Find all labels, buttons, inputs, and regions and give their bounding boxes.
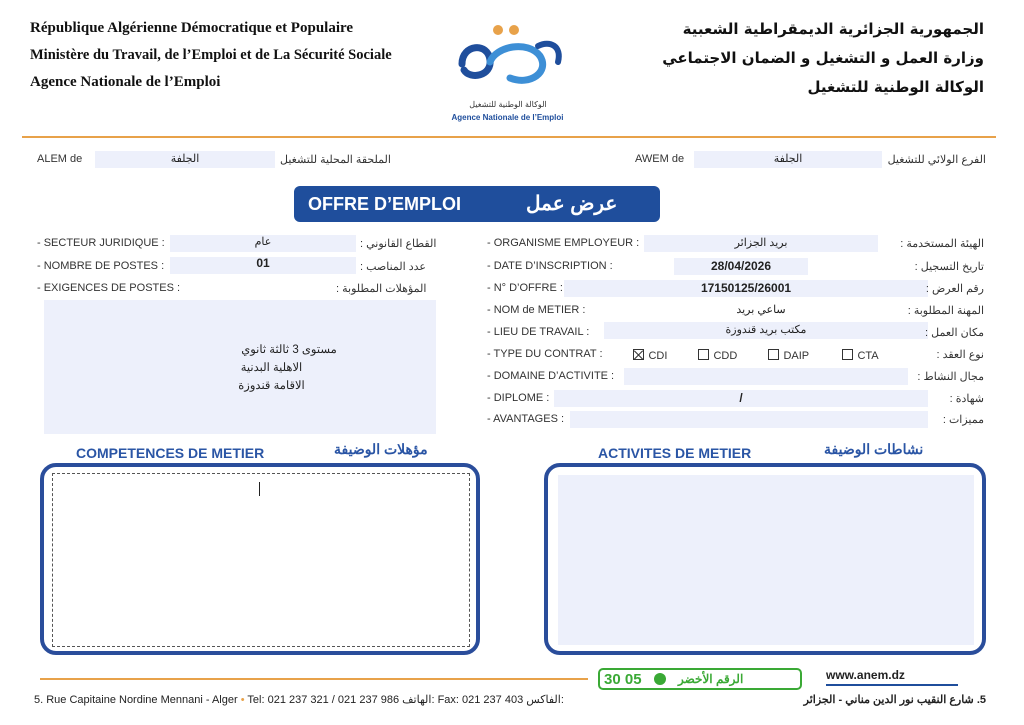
fax-ar: الفاكس: xyxy=(526,694,564,706)
activites-title-ar: نشاطات الوضيفة xyxy=(824,441,924,457)
header-divider xyxy=(22,136,996,138)
postes-value: 01 xyxy=(256,256,270,270)
date-value: 28/04/2026 xyxy=(710,259,772,273)
awem-field[interactable] xyxy=(694,151,882,168)
alem-field[interactable] xyxy=(95,151,275,168)
website[interactable]: www.anem.dz xyxy=(826,668,905,682)
diplome-label: - DIPLOME : xyxy=(487,392,550,404)
metier-field[interactable] xyxy=(594,302,928,319)
lieu-label: - LIEU DE TRAVAIL : xyxy=(487,326,590,338)
competences-panel xyxy=(40,463,480,655)
metier-label-ar: المهنة المطلوبة : xyxy=(907,305,984,317)
awem-label: AWEM de xyxy=(635,153,685,165)
header-ar-line2: وزارة العمل و التشغيل و الضمان الاجتماعي xyxy=(662,49,984,67)
phone-ar: الهاتف: xyxy=(402,694,435,706)
secteur-label-ar: القطاع القانوني : xyxy=(360,238,437,250)
competences-title-ar: مؤهلات الوضيفة xyxy=(334,441,428,457)
header-fr-line1: République Algérienne Démocratique et Populaire xyxy=(30,20,354,36)
domaine-field[interactable] xyxy=(624,368,908,385)
alem-label-ar: الملحقة المحلية للتشغيل xyxy=(280,154,391,166)
title-ar: عرض عمل xyxy=(526,193,618,215)
competences-title-fr: COMPETENCES DE METIER xyxy=(76,445,265,461)
header-fr-line3: Agence Nationale de l’Emploi xyxy=(30,74,221,90)
address-fr: 5. Rue Capitaine Nordine Mennani - Alger xyxy=(34,694,238,706)
cdd-checkbox[interactable] xyxy=(698,349,709,360)
activites-input[interactable] xyxy=(558,475,974,645)
contrat-option-daip[interactable] xyxy=(768,346,809,364)
secteur-field[interactable] xyxy=(170,235,356,252)
avantages-field[interactable] xyxy=(570,411,928,428)
header-fr-line2: Ministère du Travail, de l’Emploi et de La Sécurité Sociale xyxy=(30,47,392,63)
contrat-option-cdd[interactable] xyxy=(698,346,737,364)
logo-arabic-text: الوكالة الوطنية للتشغيل xyxy=(469,100,547,109)
exigences-line-3: الاقامة قندوزة xyxy=(238,380,305,392)
competences-input[interactable] xyxy=(52,473,470,647)
offre-value: 17150125/26001 xyxy=(700,281,792,295)
offre-label: - N° D’OFFRE : xyxy=(487,282,563,294)
organisme-value: بريد الجزائر xyxy=(734,237,788,249)
diplome-value: / xyxy=(739,391,743,405)
alem-value: الجلفة xyxy=(170,153,200,165)
awem-value: الجلفة xyxy=(773,153,803,165)
domaine-label: - DOMAINE D’ACTIVITE : xyxy=(487,370,615,382)
green-number-label: الرقم الأخضر xyxy=(678,672,744,686)
footer-divider-left xyxy=(40,678,588,680)
anem-logo xyxy=(440,16,575,128)
green-number: 30 05 xyxy=(604,671,642,688)
website-underline xyxy=(826,684,958,686)
metier-label: - NOM de METIER : xyxy=(487,304,586,316)
title-bar xyxy=(294,186,660,222)
fax-fr: Fax: 021 237 403 xyxy=(437,694,524,706)
offre-field[interactable] xyxy=(564,280,928,297)
awem-label-ar: الفرع الولائي للتشغيل xyxy=(887,154,986,166)
postes-label: - NOMBRE DE POSTES : xyxy=(37,260,165,272)
tel-fr: Tel: 021 237 321 / 021 237 986 xyxy=(247,694,400,706)
avantages-label: - AVANTAGES : xyxy=(487,413,565,425)
cta-checkbox[interactable] xyxy=(842,349,853,360)
phone-icon xyxy=(654,673,666,685)
avantages-label-ar: مميزات : xyxy=(942,414,984,426)
activites-panel xyxy=(544,463,986,655)
secteur-label: - SECTEUR JURIDIQUE : xyxy=(37,237,165,249)
text-cursor xyxy=(259,482,260,496)
diplome-field[interactable] xyxy=(554,390,928,407)
metier-value: ساعي بريد xyxy=(736,304,786,316)
title-fr: OFFRE D’EMPLOI xyxy=(308,194,461,214)
separator-dot: • xyxy=(240,694,245,706)
date-label: - DATE D’INSCRIPTION : xyxy=(487,260,613,272)
organisme-label-ar: الهيئة المستخدمة : xyxy=(900,238,984,250)
exigences-label: - EXIGENCES DE POSTES : xyxy=(37,282,181,294)
footer-address-ar: 5. شارع النقيب نور الدين مناني - الجزائر xyxy=(803,694,986,706)
organisme-field[interactable] xyxy=(644,235,878,252)
exigences-line-2: الاهلية البدنية xyxy=(240,362,303,374)
domaine-label-ar: مجال النشاط : xyxy=(917,371,984,383)
logo-french-text: Agence Nationale de l’Emploi xyxy=(451,113,564,122)
date-label-ar: تاريخ التسجيل : xyxy=(914,261,984,273)
cta-label: CTA xyxy=(857,350,879,362)
green-number-badge xyxy=(598,668,802,690)
postes-label-ar: عدد المناصب : xyxy=(360,261,426,273)
anem-logo-mark xyxy=(440,16,575,96)
cdi-checkbox[interactable] xyxy=(633,349,644,360)
contrat-label: - TYPE DU CONTRAT : xyxy=(487,348,603,360)
offre-label-ar: رقم العرض : xyxy=(925,283,984,295)
exigences-line-1: مستوى 3 ثالثة ثانوي xyxy=(241,344,337,356)
contrat-option-cdi[interactable] xyxy=(633,346,667,364)
cdd-label: CDD xyxy=(713,350,738,362)
organisme-label: - ORGANISME EMPLOYEUR : xyxy=(487,237,640,249)
date-field[interactable] xyxy=(674,258,808,275)
activites-title-fr: ACTIVITES DE METIER xyxy=(598,445,752,461)
exigences-box[interactable] xyxy=(44,300,436,434)
postes-field[interactable] xyxy=(170,257,356,274)
alem-label: ALEM de xyxy=(37,153,83,165)
cdi-label: CDI xyxy=(648,350,668,362)
secteur-value: عام xyxy=(254,236,272,248)
header-ar-line3: الوكالة الوطنية للتشغيل xyxy=(807,78,984,96)
contrat-option-cta[interactable] xyxy=(842,346,879,364)
contrat-label-ar: نوع العقد : xyxy=(936,349,984,361)
lieu-field[interactable] xyxy=(604,322,928,339)
lieu-label-ar: مكان العمل : xyxy=(925,327,984,339)
daip-label: DAIP xyxy=(783,350,810,362)
header-ar-line1: الجمهورية الجزائرية الديمقراطية الشعبية xyxy=(682,20,984,38)
lieu-value: مكتب بريد قندوزة xyxy=(725,324,807,336)
exigences-label-ar: المؤهلات المطلوبة : xyxy=(336,283,427,295)
diplome-label-ar: شهادة : xyxy=(949,393,984,405)
daip-checkbox[interactable] xyxy=(768,349,779,360)
footer-address-fr xyxy=(34,693,564,706)
